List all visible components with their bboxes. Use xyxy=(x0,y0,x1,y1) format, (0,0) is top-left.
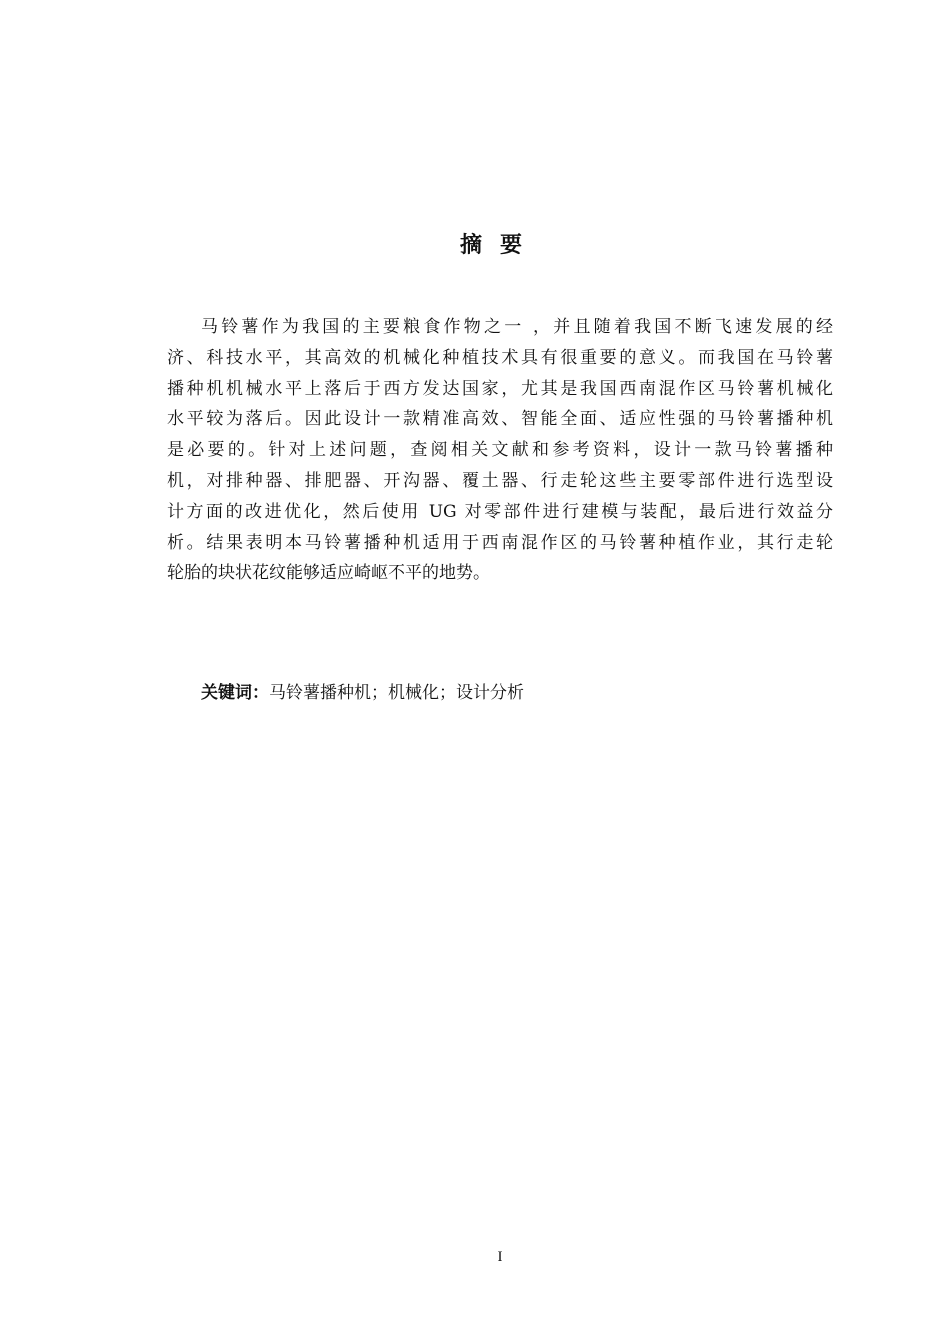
abstract-line: 播种机机械水平上落后于西方发达国家，尤其是我国西南混作区马铃薯机械化 xyxy=(167,378,833,399)
abstract-line: 济、科技水平，其高效的机械化种植技术具有很重要的意义。而我国在马铃薯 xyxy=(167,347,833,368)
abstract-line: 马铃薯作为我国的主要粮食作物之一 ，并且随着我国不断飞速发展的经 xyxy=(201,317,833,337)
page-number: I xyxy=(497,1249,503,1265)
keywords-value: 马铃薯播种机；机械化；设计分析 xyxy=(269,683,524,703)
keywords xyxy=(201,678,524,708)
abstract-line: 机，对排种器、排肥器、开沟器、覆土器、行走轮这些主要零部件进行选型设 xyxy=(167,470,833,491)
abstract-body xyxy=(167,312,833,589)
abstract-line: 轮胎的块状花纹能够适应崎岖不平的地势。 xyxy=(167,563,490,584)
keywords-label: 关键词： xyxy=(201,683,269,703)
abstract-paragraph xyxy=(167,312,833,589)
abstract-line: 水平较为落后。因此设计一款精准高效、智能全面、适应性强的马铃薯播种机 xyxy=(167,409,833,430)
abstract-line: 析。结果表明本马铃薯播种机适用于西南混作区的马铃薯种植作业，其行走轮 xyxy=(167,532,833,553)
abstract-line: 计方面的改进优化，然后使用 UG 对零部件进行建模与装配，最后进行效益分 xyxy=(167,501,833,522)
page-title: 摘要 xyxy=(459,233,540,258)
abstract-line: 是必要的。针对上述问题，查阅相关文献和参考资料，设计一款马铃薯播种 xyxy=(167,440,833,461)
